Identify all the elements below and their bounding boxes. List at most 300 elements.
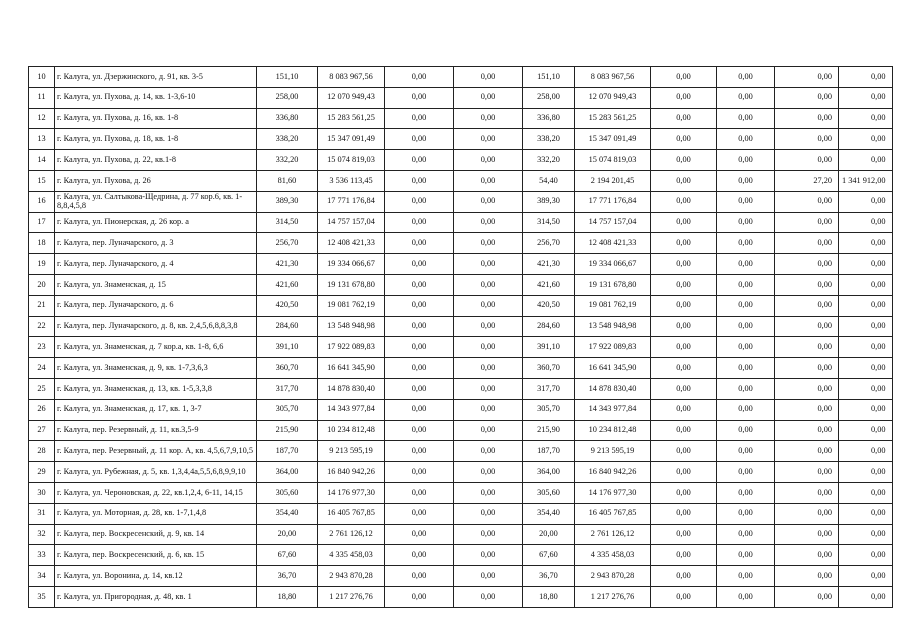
total-area-cell: 317,70: [257, 378, 318, 399]
table-row: [29, 399, 893, 420]
value-cell: 0,00: [839, 274, 893, 295]
value-cell: 0,00: [717, 586, 775, 607]
cost-cell: 16 641 345,90: [575, 358, 651, 379]
value-cell: 0,00: [717, 441, 775, 462]
area-cell: 305,60: [523, 482, 575, 503]
value-cell: 0,00: [717, 358, 775, 379]
value-cell: 0,00: [454, 254, 523, 275]
cost-cell: 14 878 830,40: [575, 378, 651, 399]
value-cell: 0,00: [717, 170, 775, 191]
value-cell: 0,00: [651, 482, 717, 503]
row-number: 29: [29, 462, 55, 483]
value-cell: 0,00: [651, 524, 717, 545]
area-cell: 317,70: [523, 378, 575, 399]
value-cell: 0,00: [385, 316, 454, 337]
total-area-cell: 187,70: [257, 441, 318, 462]
value-cell: 0,00: [454, 274, 523, 295]
cost-cell: 15 074 819,03: [575, 150, 651, 171]
area-cell: 332,20: [523, 150, 575, 171]
value-cell: 0,00: [454, 462, 523, 483]
row-number: 33: [29, 545, 55, 566]
area-cell: 258,00: [523, 87, 575, 108]
value-cell: 0,00: [454, 503, 523, 524]
value-cell: 0,00: [775, 191, 839, 212]
total-cost-cell: 9 213 595,19: [318, 441, 385, 462]
table-row: [29, 337, 893, 358]
value-cell: 0,00: [651, 108, 717, 129]
row-number: 16: [29, 191, 55, 212]
total-area-cell: 20,00: [257, 524, 318, 545]
value-cell: 0,00: [454, 233, 523, 254]
value-cell: 0,00: [717, 129, 775, 150]
total-cost-cell: 14 878 830,40: [318, 378, 385, 399]
cost-cell: 8 083 967,56: [575, 67, 651, 88]
cost-cell: 16 405 767,85: [575, 503, 651, 524]
area-cell: 360,70: [523, 358, 575, 379]
cost-cell: 19 131 678,80: [575, 274, 651, 295]
address-cell: г. Калуга, пер. Луначарского, д. 8, кв. 2,4,5,6,8,8,3,8: [55, 316, 257, 337]
value-cell: 0,00: [454, 150, 523, 171]
table-row: [29, 295, 893, 316]
table-row: [29, 67, 893, 88]
address-cell: г. Калуга, ул. Пухова, д. 26: [55, 170, 257, 191]
value-cell: 0,00: [651, 233, 717, 254]
value-cell: 0,00: [717, 108, 775, 129]
table-row: [29, 482, 893, 503]
value-cell: 0,00: [839, 150, 893, 171]
cost-cell: 19 081 762,19: [575, 295, 651, 316]
value-cell: 0,00: [651, 316, 717, 337]
total-cost-cell: 3 536 113,45: [318, 170, 385, 191]
total-cost-cell: 14 343 977,84: [318, 399, 385, 420]
value-cell: 0,00: [651, 503, 717, 524]
row-number: 21: [29, 295, 55, 316]
value-cell: 0,00: [454, 67, 523, 88]
address-cell: г. Калуга, пер. Резервный, д. 11 кор. А, кв. 4,5,6,7,9,10,5: [55, 441, 257, 462]
value-cell: 0,00: [775, 254, 839, 275]
value-cell: 0,00: [454, 482, 523, 503]
value-cell: 0,00: [839, 482, 893, 503]
address-cell: г. Калуга, ул. Пухова, д. 16, кв. 1-8: [55, 108, 257, 129]
value-cell: 0,00: [839, 420, 893, 441]
table-row: [29, 108, 893, 129]
cost-cell: 2 943 870,28: [575, 566, 651, 587]
value-cell: 0,00: [839, 566, 893, 587]
value-cell: 0,00: [717, 191, 775, 212]
cost-cell: 14 343 977,84: [575, 399, 651, 420]
value-cell: 0,00: [839, 524, 893, 545]
area-cell: 151,10: [523, 67, 575, 88]
value-cell: 0,00: [651, 67, 717, 88]
value-cell: 0,00: [454, 545, 523, 566]
value-cell: 0,00: [454, 566, 523, 587]
address-cell: г. Калуга, ул. Рубежная, д. 5, кв. 1,3,4,4а,5,5,6,8,9,9,10: [55, 462, 257, 483]
value-cell: 0,00: [385, 108, 454, 129]
area-cell: 421,30: [523, 254, 575, 275]
table-row: [29, 378, 893, 399]
row-number: 10: [29, 67, 55, 88]
cost-cell: 9 213 595,19: [575, 441, 651, 462]
value-cell: 0,00: [385, 254, 454, 275]
address-cell: г. Калуга, ул. Пригородная, д. 48, кв. 1: [55, 586, 257, 607]
row-number: 17: [29, 212, 55, 233]
address-cell: г. Калуга, ул. Чероновская, д. 22, кв.1,2,4, 6-11, 14,15: [55, 482, 257, 503]
value-cell: 0,00: [717, 378, 775, 399]
value-cell: 0,00: [775, 129, 839, 150]
value-cell: 0,00: [775, 441, 839, 462]
value-cell: 0,00: [385, 274, 454, 295]
value-cell: 0,00: [839, 108, 893, 129]
row-number: 28: [29, 441, 55, 462]
address-cell: г. Калуга, ул. Салтыкова-Щедрина, д. 77 кор.6, кв. 1-8,8,4,5,8: [55, 191, 257, 212]
table-row: [29, 586, 893, 607]
total-area-cell: 256,70: [257, 233, 318, 254]
cost-cell: 4 335 458,03: [575, 545, 651, 566]
table-row: [29, 129, 893, 150]
cost-cell: 17 771 176,84: [575, 191, 651, 212]
value-cell: 0,00: [651, 212, 717, 233]
address-cell: г. Калуга, ул. Моторная, д. 28, кв. 1-7,1,4,8: [55, 503, 257, 524]
row-number: 14: [29, 150, 55, 171]
value-cell: 0,00: [775, 212, 839, 233]
value-cell: 0,00: [839, 191, 893, 212]
total-area-cell: 18,80: [257, 586, 318, 607]
value-cell: 0,00: [651, 254, 717, 275]
total-cost-cell: 17 922 089,83: [318, 337, 385, 358]
table-row: [29, 150, 893, 171]
cost-cell: 15 347 091,49: [575, 129, 651, 150]
value-cell: 0,00: [385, 295, 454, 316]
value-cell: 0,00: [651, 420, 717, 441]
cost-cell: 2 194 201,45: [575, 170, 651, 191]
total-cost-cell: 16 840 942,26: [318, 462, 385, 483]
value-cell: 0,00: [775, 524, 839, 545]
address-cell: г. Калуга, ул. Знаменская, д. 7 кор.а, кв. 1-8, 6,6: [55, 337, 257, 358]
area-cell: 305,70: [523, 399, 575, 420]
total-area-cell: 305,60: [257, 482, 318, 503]
total-area-cell: 420,50: [257, 295, 318, 316]
address-cell: г. Калуга, пер. Резервный, д. 11, кв.3,5-9: [55, 420, 257, 441]
value-cell: 0,00: [775, 67, 839, 88]
value-cell: 0,00: [651, 170, 717, 191]
table-row: [29, 420, 893, 441]
area-cell: 256,70: [523, 233, 575, 254]
table-row: [29, 524, 893, 545]
total-area-cell: 284,60: [257, 316, 318, 337]
total-area-cell: 67,60: [257, 545, 318, 566]
table-row: [29, 170, 893, 191]
address-cell: г. Калуга, ул. Пухова, д. 14, кв. 1-3,6-10: [55, 87, 257, 108]
value-cell: 0,00: [454, 441, 523, 462]
value-cell: 0,00: [385, 586, 454, 607]
value-cell: 0,00: [651, 358, 717, 379]
value-cell: 0,00: [385, 337, 454, 358]
address-cell: г. Калуга, ул. Дзержинского, д. 91, кв. 3-5: [55, 67, 257, 88]
value-cell: 0,00: [717, 503, 775, 524]
value-cell: 0,00: [385, 441, 454, 462]
value-cell: 0,00: [454, 316, 523, 337]
area-cell: 36,70: [523, 566, 575, 587]
value-cell: 0,00: [651, 399, 717, 420]
value-cell: 0,00: [717, 482, 775, 503]
area-cell: 20,00: [523, 524, 575, 545]
housing-register-table: [28, 66, 893, 608]
value-cell: 0,00: [385, 87, 454, 108]
total-area-cell: 354,40: [257, 503, 318, 524]
total-area-cell: 36,70: [257, 566, 318, 587]
value-cell: 0,00: [385, 233, 454, 254]
total-cost-cell: 12 408 421,33: [318, 233, 385, 254]
value-cell: 27,20: [775, 170, 839, 191]
value-cell: 0,00: [775, 87, 839, 108]
address-cell: г. Калуга, ул. Пухова, д. 22, кв.1-8: [55, 150, 257, 171]
value-cell: 0,00: [651, 566, 717, 587]
value-cell: 0,00: [385, 358, 454, 379]
value-cell: 0,00: [775, 358, 839, 379]
total-cost-cell: 12 070 949,43: [318, 87, 385, 108]
value-cell: 0,00: [717, 316, 775, 337]
total-area-cell: 314,50: [257, 212, 318, 233]
value-cell: 0,00: [775, 503, 839, 524]
value-cell: 0,00: [839, 295, 893, 316]
area-cell: 354,40: [523, 503, 575, 524]
value-cell: 0,00: [717, 212, 775, 233]
value-cell: 0,00: [454, 337, 523, 358]
value-cell: 0,00: [651, 191, 717, 212]
area-cell: 67,60: [523, 545, 575, 566]
value-cell: 0,00: [454, 399, 523, 420]
value-cell: 0,00: [651, 462, 717, 483]
table-row: [29, 316, 893, 337]
table-row: [29, 566, 893, 587]
value-cell: 0,00: [717, 399, 775, 420]
row-number: 25: [29, 378, 55, 399]
row-number: 35: [29, 586, 55, 607]
value-cell: 0,00: [651, 295, 717, 316]
row-number: 20: [29, 274, 55, 295]
total-cost-cell: 16 405 767,85: [318, 503, 385, 524]
area-cell: 18,80: [523, 586, 575, 607]
row-number: 12: [29, 108, 55, 129]
row-number: 13: [29, 129, 55, 150]
total-area-cell: 421,60: [257, 274, 318, 295]
row-number: 30: [29, 482, 55, 503]
total-cost-cell: 2 943 870,28: [318, 566, 385, 587]
value-cell: 0,00: [775, 566, 839, 587]
value-cell: 0,00: [839, 316, 893, 337]
cost-cell: 14 757 157,04: [575, 212, 651, 233]
total-cost-cell: 14 176 977,30: [318, 482, 385, 503]
cost-cell: 13 548 948,98: [575, 316, 651, 337]
total-cost-cell: 4 335 458,03: [318, 545, 385, 566]
value-cell: 0,00: [454, 108, 523, 129]
value-cell: 0,00: [717, 295, 775, 316]
value-cell: 0,00: [651, 586, 717, 607]
value-cell: 0,00: [385, 67, 454, 88]
row-number: 23: [29, 337, 55, 358]
value-cell: 0,00: [385, 129, 454, 150]
area-cell: 336,80: [523, 108, 575, 129]
value-cell: 0,00: [717, 524, 775, 545]
value-cell: 0,00: [651, 441, 717, 462]
value-cell: 0,00: [717, 87, 775, 108]
table-row: [29, 462, 893, 483]
area-cell: 187,70: [523, 441, 575, 462]
value-cell: 0,00: [839, 254, 893, 275]
value-cell: 0,00: [454, 524, 523, 545]
cost-cell: 1 217 276,76: [575, 586, 651, 607]
area-cell: 54,40: [523, 170, 575, 191]
area-cell: 421,60: [523, 274, 575, 295]
total-area-cell: 391,10: [257, 337, 318, 358]
value-cell: 0,00: [651, 150, 717, 171]
total-cost-cell: 1 217 276,76: [318, 586, 385, 607]
area-cell: 364,00: [523, 462, 575, 483]
row-number: 15: [29, 170, 55, 191]
total-cost-cell: 14 757 157,04: [318, 212, 385, 233]
value-cell: 0,00: [454, 129, 523, 150]
cost-cell: 17 922 089,83: [575, 337, 651, 358]
value-cell: 0,00: [454, 87, 523, 108]
total-cost-cell: 13 548 948,98: [318, 316, 385, 337]
total-cost-cell: 19 081 762,19: [318, 295, 385, 316]
total-area-cell: 258,00: [257, 87, 318, 108]
value-cell: 0,00: [717, 337, 775, 358]
value-cell: 0,00: [839, 545, 893, 566]
address-cell: г. Калуга, ул. Знаменская, д. 17, кв. 1, 3-7: [55, 399, 257, 420]
total-area-cell: 305,70: [257, 399, 318, 420]
address-cell: г. Калуга, пер. Воскресенский, д. 6, кв. 15: [55, 545, 257, 566]
value-cell: 0,00: [651, 129, 717, 150]
total-area-cell: 81,60: [257, 170, 318, 191]
area-cell: 284,60: [523, 316, 575, 337]
address-cell: г. Калуга, ул. Знаменская, д. 15: [55, 274, 257, 295]
value-cell: 0,00: [651, 337, 717, 358]
value-cell: 0,00: [775, 316, 839, 337]
total-cost-cell: 17 771 176,84: [318, 191, 385, 212]
area-cell: 215,90: [523, 420, 575, 441]
address-cell: г. Калуга, пер. Луначарского, д. 3: [55, 233, 257, 254]
address-cell: г. Калуга, ул. Пионерская, д. 26 кор. а: [55, 212, 257, 233]
value-cell: 0,00: [775, 586, 839, 607]
total-area-cell: 332,20: [257, 150, 318, 171]
value-cell: 0,00: [651, 545, 717, 566]
value-cell: 0,00: [651, 378, 717, 399]
value-cell: 0,00: [839, 337, 893, 358]
value-cell: 0,00: [717, 420, 775, 441]
value-cell: 0,00: [717, 274, 775, 295]
value-cell: 0,00: [839, 87, 893, 108]
total-cost-cell: 15 074 819,03: [318, 150, 385, 171]
value-cell: 0,00: [775, 108, 839, 129]
total-cost-cell: 19 334 066,67: [318, 254, 385, 275]
total-cost-cell: 8 083 967,56: [318, 67, 385, 88]
value-cell: 0,00: [775, 274, 839, 295]
total-area-cell: 389,30: [257, 191, 318, 212]
value-cell: 0,00: [454, 586, 523, 607]
table-body: [29, 67, 893, 608]
value-cell: 0,00: [717, 67, 775, 88]
cost-cell: 12 070 949,43: [575, 87, 651, 108]
value-cell: 0,00: [385, 482, 454, 503]
cost-cell: 15 283 561,25: [575, 108, 651, 129]
row-number: 31: [29, 503, 55, 524]
total-area-cell: 360,70: [257, 358, 318, 379]
address-cell: г. Калуга, ул. Знаменская, д. 9, кв. 1-7,3,6,3: [55, 358, 257, 379]
value-cell: 0,00: [385, 462, 454, 483]
value-cell: 0,00: [717, 150, 775, 171]
total-area-cell: 336,80: [257, 108, 318, 129]
value-cell: 0,00: [385, 212, 454, 233]
table-row: [29, 545, 893, 566]
total-area-cell: 364,00: [257, 462, 318, 483]
value-cell: 0,00: [775, 378, 839, 399]
value-cell: 0,00: [385, 545, 454, 566]
value-cell: 0,00: [454, 295, 523, 316]
value-cell: 0,00: [454, 378, 523, 399]
value-cell: 0,00: [839, 503, 893, 524]
total-area-cell: 151,10: [257, 67, 318, 88]
cost-cell: 19 334 066,67: [575, 254, 651, 275]
value-cell: 0,00: [775, 482, 839, 503]
table-row: [29, 233, 893, 254]
value-cell: 0,00: [839, 212, 893, 233]
value-cell: 0,00: [717, 233, 775, 254]
value-cell: 0,00: [454, 170, 523, 191]
cost-cell: 2 761 126,12: [575, 524, 651, 545]
area-cell: 391,10: [523, 337, 575, 358]
address-cell: г. Калуга, пер. Луначарского, д. 4: [55, 254, 257, 275]
value-cell: 0,00: [454, 191, 523, 212]
value-cell: 0,00: [775, 545, 839, 566]
address-cell: г. Калуга, ул. Пухова, д. 18, кв. 1-8: [55, 129, 257, 150]
cost-cell: 14 176 977,30: [575, 482, 651, 503]
total-cost-cell: 2 761 126,12: [318, 524, 385, 545]
value-cell: 0,00: [839, 586, 893, 607]
area-cell: 338,20: [523, 129, 575, 150]
row-number: 19: [29, 254, 55, 275]
value-cell: 0,00: [839, 462, 893, 483]
table-row: [29, 254, 893, 275]
value-cell: 0,00: [775, 233, 839, 254]
value-cell: 0,00: [775, 295, 839, 316]
value-cell: 0,00: [775, 462, 839, 483]
total-area-cell: 215,90: [257, 420, 318, 441]
value-cell: 0,00: [839, 233, 893, 254]
address-cell: г. Калуга, пер. Луначарского, д. 6: [55, 295, 257, 316]
value-cell: 0,00: [385, 524, 454, 545]
value-cell: 0,00: [717, 462, 775, 483]
row-number: 32: [29, 524, 55, 545]
value-cell: 0,00: [717, 566, 775, 587]
table-row: [29, 87, 893, 108]
value-cell: 0,00: [839, 67, 893, 88]
cost-cell: 12 408 421,33: [575, 233, 651, 254]
row-number: 22: [29, 316, 55, 337]
value-cell: 0,00: [775, 150, 839, 171]
total-cost-cell: 16 641 345,90: [318, 358, 385, 379]
value-cell: 0,00: [839, 441, 893, 462]
value-cell: 0,00: [839, 378, 893, 399]
address-cell: г. Калуга, ул. Воронина, д. 14, кв.12: [55, 566, 257, 587]
value-cell: 0,00: [454, 212, 523, 233]
total-cost-cell: 10 234 812,48: [318, 420, 385, 441]
address-cell: г. Калуга, ул. Знаменская, д. 13, кв. 1-5,3,3,8: [55, 378, 257, 399]
cost-cell: 10 234 812,48: [575, 420, 651, 441]
value-cell: 0,00: [385, 566, 454, 587]
value-cell: 0,00: [775, 399, 839, 420]
row-number: 24: [29, 358, 55, 379]
